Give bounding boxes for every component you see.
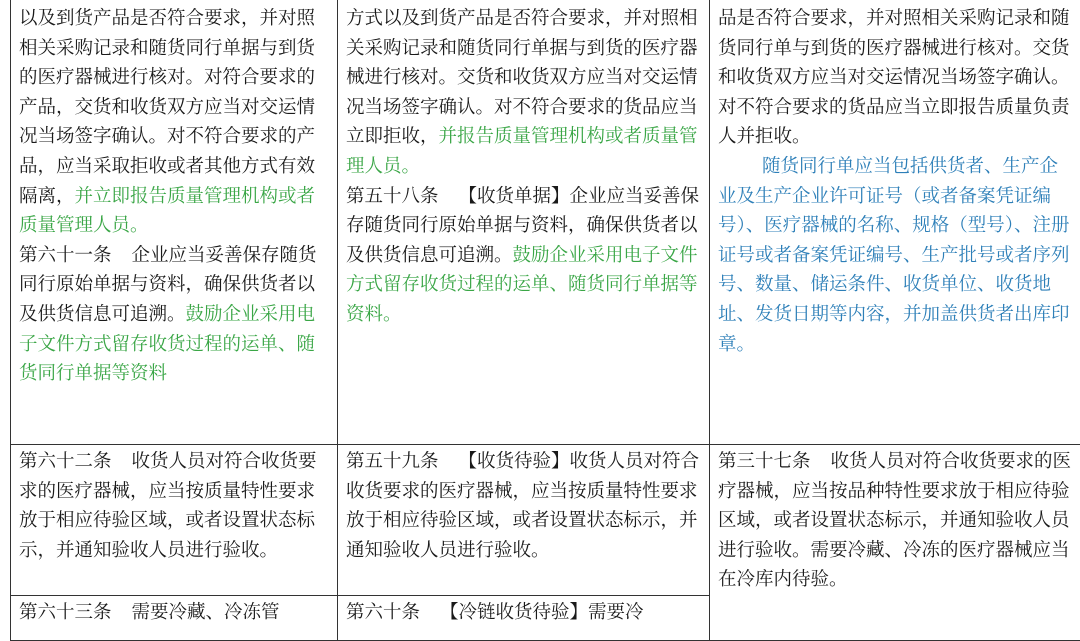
- highlighted-text: 并报告质量管理机构或者质量管理人员。: [346, 126, 698, 177]
- clause-text: 需要冷: [588, 602, 644, 623]
- table-cell: [338, 445, 710, 596]
- table-cell: [11, 0, 338, 445]
- clause-text: 收货人员对符合收货要求的医疗器械，应当按质量特性要求放于相应待验区域，或者设置状态标示，并通知验收人员进行验收。: [19, 451, 317, 561]
- table-cell: [710, 445, 1080, 641]
- paragraph: [19, 241, 331, 389]
- clause-text: 品是否符合要求，并对照相关采购记录和随货同行单与到货的医疗器械进行核对。交货和收货双方应当对交运情况当场签字确认。对不符合要求的货品应当立即报告质量负责人并拒收。: [718, 8, 1070, 147]
- paragraph: [346, 598, 703, 628]
- clause-text: 以及到货产品是否符合要求，并对照相关采购记录和随货同行单据与到货的医疗器械进行核对。对符合要求的产品，交货和收货双方应当对交运情况当场签字确认。对不符合要求的产品，应当采取拒收或者其他方式有效隔离，: [19, 8, 315, 207]
- table-cell: [710, 0, 1080, 445]
- paragraph: [19, 4, 331, 241]
- clause-number: 第五十八条: [346, 186, 439, 207]
- paragraph: [718, 152, 1076, 359]
- table-cell: [11, 445, 338, 596]
- paragraph: [346, 182, 703, 330]
- clause-text: 企业应当妥善保存随货同行原始单据与资料，确保供货者以及供货信息可追溯。: [19, 245, 317, 325]
- paragraph: [346, 447, 703, 565]
- clause-number: 第六十条: [346, 602, 420, 623]
- table-row: [11, 0, 1080, 445]
- highlighted-text: 鼓励企业采用电子文件方式留存收货过程的运单、随货同行单据等资料: [19, 304, 315, 384]
- clause-text: 需要冷藏、冷冻管: [132, 602, 280, 623]
- table-row: [11, 445, 1080, 596]
- clause-text: 企业应当妥善保存随货同行原始单据与资料，确保供货者以及供货信息可追溯。: [346, 186, 699, 266]
- highlighted-text: 随货同行单应当包括供货者、生产企业及生产企业许可证号（或者备案凭证编号）、医疗器械的名称、规格（型号）、注册证号或者备案凭证编号、生产批号或者序列号、数量、储运条件、收货单位、收货地址、发货日期等内容，并加盖供货者出库印章。: [718, 156, 1070, 355]
- table-cell: [338, 596, 710, 641]
- table-cell: [11, 596, 338, 641]
- clause-text: 方式以及到货产品是否符合要求，并对照相关采购记录和随货同行单据与到货的医疗器械进行核对。交货和收货双方应当对交运情况当场签字确认。对不符合要求的货品应当立即拒收，: [346, 8, 698, 147]
- paragraph: [19, 598, 331, 628]
- clause-title: 【冷链收货待验】: [440, 602, 588, 623]
- clause-number: 第六十一条: [19, 245, 112, 266]
- table-cell: [338, 0, 710, 445]
- clause-number: 第三十七条: [718, 451, 811, 472]
- clause-number: 第六十三条: [19, 602, 112, 623]
- clause-text: 收货人员对符合收货要求的医疗器械，应当按质量特性要求放于相应待验区域，或者设置状态标示，并通知验收人员进行验收。: [346, 451, 699, 561]
- clause-text: 收货人员对符合收货要求的医疗器械，应当按品种特性要求放于相应待验区域，或者设置状态标示，并通知验收人员进行验收。需要冷藏、冷冻的医疗器械应当在冷库内待验。: [718, 451, 1071, 590]
- highlighted-text: 并立即报告质量管理机构或者质量管理人员。: [19, 186, 315, 237]
- clause-number: 第五十九条: [346, 451, 439, 472]
- clause-number: 第六十二条: [19, 451, 112, 472]
- regulation-comparison-table: [10, 0, 1080, 641]
- clause-title: 【收货单据】: [459, 186, 570, 207]
- paragraph: [19, 447, 331, 565]
- paragraph: [718, 447, 1076, 595]
- highlighted-text: 鼓励企业采用电子文件方式留存收货过程的运单、随货同行单据等资料。: [346, 245, 698, 325]
- paragraph: [346, 4, 703, 182]
- clause-title: 【收货待验】: [459, 451, 570, 472]
- paragraph: [718, 4, 1076, 152]
